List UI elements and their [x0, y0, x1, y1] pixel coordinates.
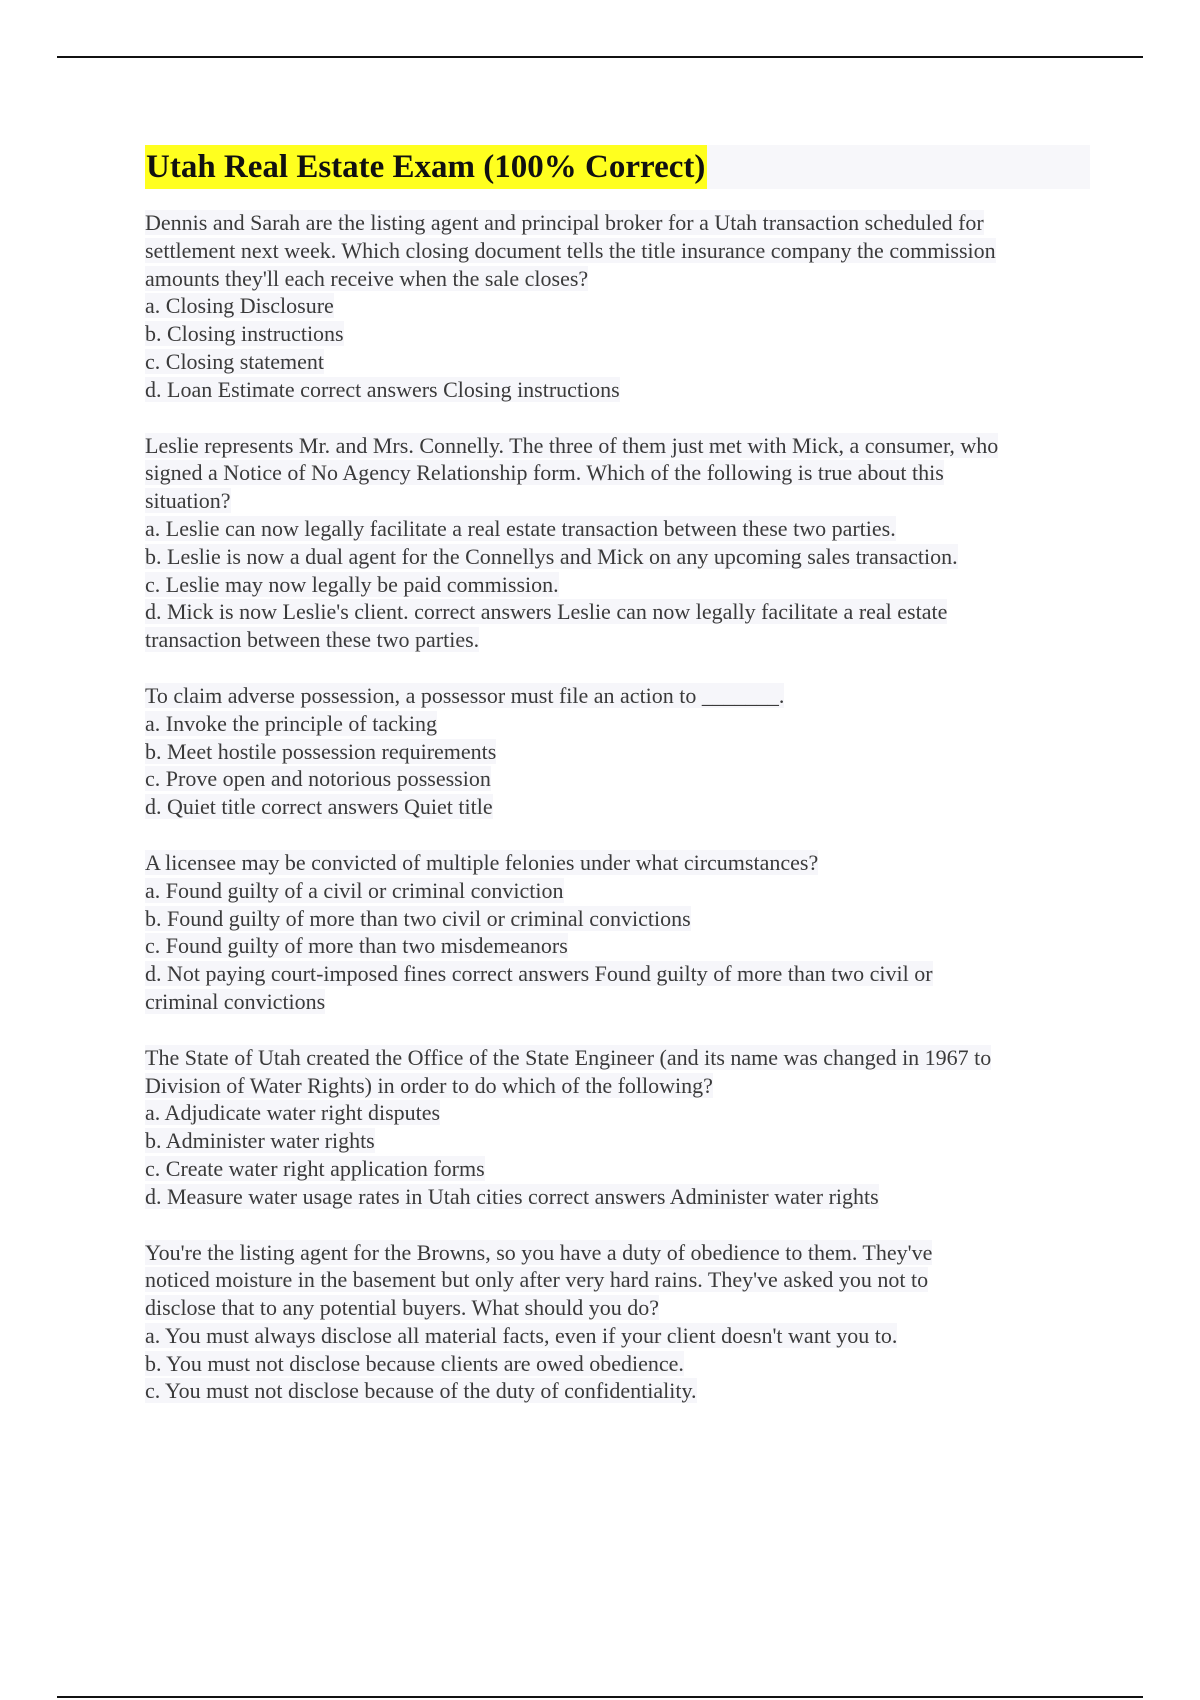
question-line: Division of Water Rights) in order to do which of the following?	[145, 1072, 713, 1098]
question-3	[145, 682, 1090, 821]
answer-option: d. Not paying court-imposed fines correct answers Found guilty of more than two civil or	[145, 961, 933, 987]
answer-option: c. Prove open and notorious possession	[145, 766, 491, 792]
question-4	[145, 849, 1090, 1016]
answer-option: b. Leslie is now a dual agent for the Connellys and Mick on any upcoming sales transaction.	[145, 543, 958, 569]
answer-option: a. Adjudicate water right disputes	[145, 1100, 441, 1126]
answer-option: b. Administer water rights	[145, 1128, 375, 1154]
answer-option: criminal convictions	[145, 988, 326, 1014]
answer-option: c. Closing statement	[145, 348, 325, 374]
answer-option: b. Meet hostile possession requirements	[145, 738, 497, 764]
answer-option: c. Leslie may now legally be paid commission.	[145, 571, 559, 597]
question-2	[145, 432, 1090, 654]
answer-option: d. Quiet title correct answers Quiet title	[145, 794, 493, 820]
answer-option: a. You must always disclose all material facts, even if your client doesn't want you to.	[145, 1322, 898, 1348]
question-6	[145, 1239, 1090, 1406]
document-title: Utah Real Estate Exam (100% Correct)	[145, 145, 707, 189]
question-line: Dennis and Sarah are the listing agent and principal broker for a Utah transaction scheduled for	[145, 210, 984, 235]
answer-option: a. Found guilty of a civil or criminal conviction	[145, 877, 564, 903]
answer-option: transaction between these two parties.	[145, 627, 480, 653]
question-line: To claim adverse possession, a possessor must file an action to _______.	[145, 682, 785, 708]
answer-option: d. Measure water usage rates in Utah cities correct answers Administer water rights	[145, 1183, 879, 1209]
question-1	[145, 209, 1090, 404]
answer-option: b. Closing instructions	[145, 321, 344, 347]
answer-option: b. You must not disclose because clients are owed obedience.	[145, 1350, 684, 1376]
question-line: disclose that to any potential buyers. What should you do?	[145, 1295, 660, 1321]
answer-option: c. Create water right application forms	[145, 1155, 485, 1181]
answer-option: a. Closing Disclosure	[145, 293, 334, 319]
answer-option: a. Invoke the principle of tacking	[145, 710, 438, 736]
question-line: noticed moisture in the basement but only after very hard rains. They've asked you not to	[145, 1267, 929, 1293]
question-5	[145, 1044, 1090, 1211]
answer-option: c. Found guilty of more than two misdemeanors	[145, 933, 568, 959]
question-line: The State of Utah created the Office of the State Engineer (and its name was changed in 1967 to	[145, 1044, 992, 1070]
answer-option: c. You must not disclose because of the duty of confidentiality.	[145, 1378, 697, 1404]
question-line: You're the listing agent for the Browns, so you have a duty of obedience to them. They've	[145, 1239, 933, 1265]
footer-rule	[57, 1696, 1143, 1698]
document-body	[145, 145, 1090, 1433]
question-line: A licensee may be convicted of multiple felonies under what circumstances?	[145, 849, 819, 875]
answer-option: d. Loan Estimate correct answers Closing instructions	[145, 376, 620, 402]
header-rule	[57, 56, 1143, 58]
question-line: situation?	[145, 488, 231, 514]
question-line: Leslie represents Mr. and Mrs. Connelly. The three of them just met with Mick, a consumer, who	[145, 432, 999, 458]
title-band	[145, 145, 1090, 189]
answer-option: d. Mick is now Leslie's client. correct answers Leslie can now legally facilitate a real estate	[145, 599, 948, 625]
answer-option: a. Leslie can now legally facilitate a real estate transaction between these two parties.	[145, 515, 896, 541]
question-line: amounts they'll each receive when the sale closes?	[145, 265, 589, 291]
question-line: settlement next week. Which closing document tells the title insurance company the commission	[145, 237, 996, 263]
question-line: signed a Notice of No Agency Relationship form. Which of the following is true about this	[145, 460, 944, 486]
answer-option: b. Found guilty of more than two civil or criminal convictions	[145, 905, 691, 931]
